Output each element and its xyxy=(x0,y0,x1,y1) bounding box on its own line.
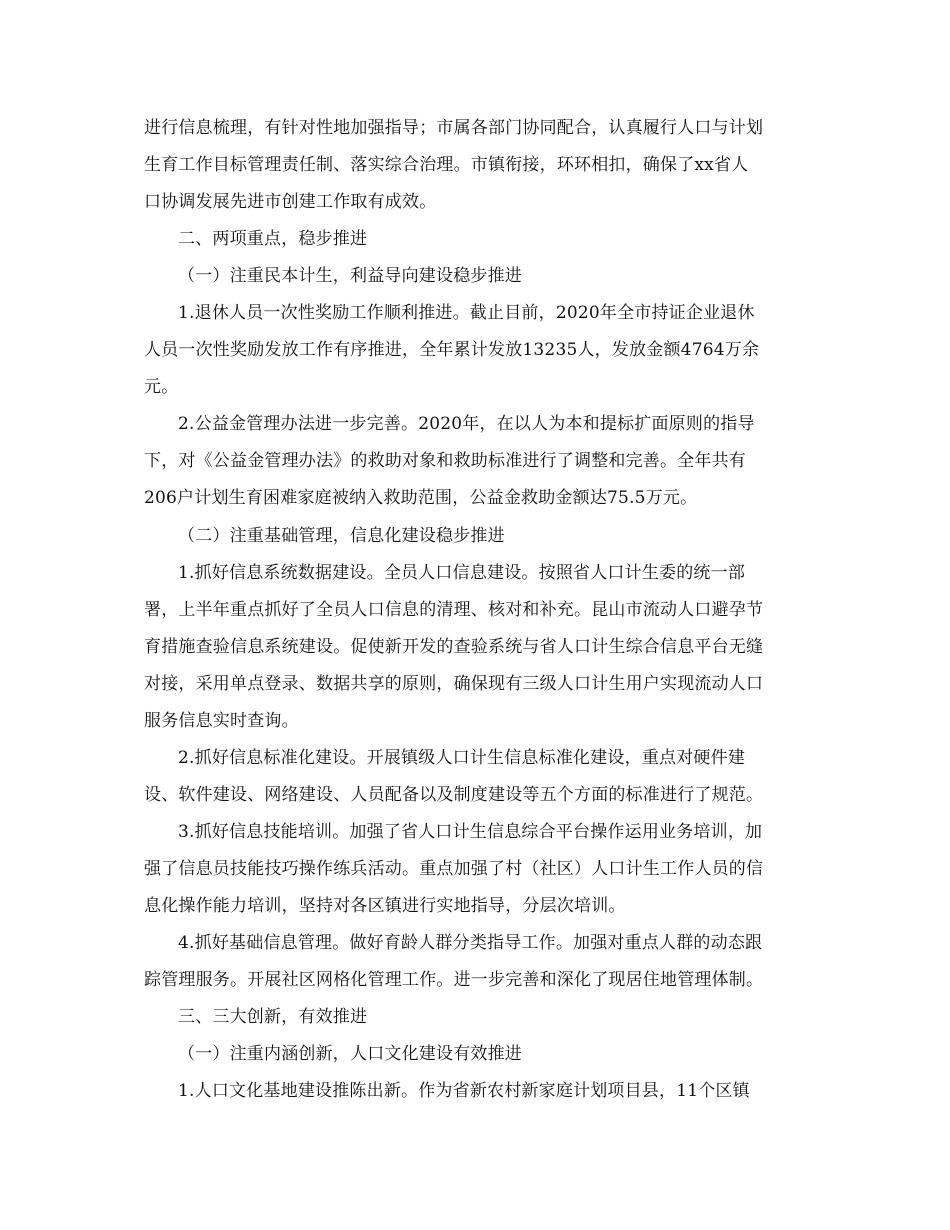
text-line: 元。 xyxy=(144,377,179,398)
text-line: 口协调发展先进市创建工作取有成效。 xyxy=(144,192,437,213)
text-line: 2.抓好信息标准化建设。开展镇级人口计生信息标准化建设，重点对硬件建 xyxy=(178,747,746,768)
section-heading: 二、两项重点，稳步推进 xyxy=(178,229,368,250)
text-line: 服务信息实时查询。 xyxy=(144,710,299,731)
subsection-heading: （二）注重基础管理，信息化建设稳步推进 xyxy=(178,525,505,546)
text-line: 署，上半年重点抓好了全员人口信息的清理、核对和补充。昆山市流动人口避孕节 xyxy=(144,599,764,620)
text-line: 1.抓好信息系统数据建设。全员人口信息建设。按照省人口计生委的统一部 xyxy=(178,562,746,583)
text-line: 4.抓好基础信息管理。做好育龄人群分类指导工作。加强对重点人群的动态跟 xyxy=(178,933,763,954)
text-line: 踪管理服务。开展社区网格化管理工作。进一步完善和深化了现居住地管理体制。 xyxy=(144,970,764,991)
text-line: 设、软件建设、网络建设、人员配备以及制度建设等五个方面的标准进行了规范。 xyxy=(144,784,764,805)
subsection-heading: （一）注重民本计生，利益导向建设稳步推进 xyxy=(178,266,522,287)
text-line: 2.公益金管理办法进一步完善。2020年，在以人为本和提标扩面原则的指导 xyxy=(178,414,755,435)
text-line: 育措施查验信息系统建设。促使新开发的查验系统与省人口计生综合信息平台无缝 xyxy=(144,636,764,657)
subsection-heading: （一）注重内涵创新，人口文化建设有效推进 xyxy=(178,1044,522,1065)
section-heading: 三、三大创新，有效推进 xyxy=(178,1007,368,1028)
text-line: 下，对《公益金管理办法》的救助对象和救助标准进行了调整和完善。全年共有 xyxy=(144,451,746,472)
text-line: 206户计划生育困难家庭被纳入救助范围，公益金救助金额达75.5万元。 xyxy=(144,488,698,509)
text-line: 强了信息员技能技巧操作练兵活动。重点加强了村（社区）人口计生工作人员的信 xyxy=(144,858,764,879)
text-line: 人员一次性奖励发放工作有序推进，全年累计发放13235人，发放金额4764万余 xyxy=(144,340,760,361)
text-line: 进行信息梳理，有针对性地加强指导；市属各部门协同配合，认真履行人口与计划 xyxy=(144,118,764,138)
text-line: 对接，采用单点登录、数据共享的原则，确保现有三级人口计生用户实现流动人口 xyxy=(144,673,764,694)
document-body xyxy=(144,116,810,1116)
text-line: 1.人口文化基地建设推陈出新。作为省新农村新家庭计划项目县，11个区镇 xyxy=(178,1081,750,1102)
text-line: 1.退休人员一次性奖励工作顺利推进。截止目前，2020年全市持证企业退休 xyxy=(178,303,755,324)
text-line: 3.抓好信息技能培训。加强了省人口计生信息综合平台操作运用业务培训，加 xyxy=(178,821,763,842)
text-line: 息化操作能力培训，坚持对各区镇进行实地指导，分层次培训。 xyxy=(144,895,626,916)
text-line: 生育工作目标管理责任制、落实综合治理。市镇衔接，环环相扣，确保了xx省人 xyxy=(144,155,749,176)
